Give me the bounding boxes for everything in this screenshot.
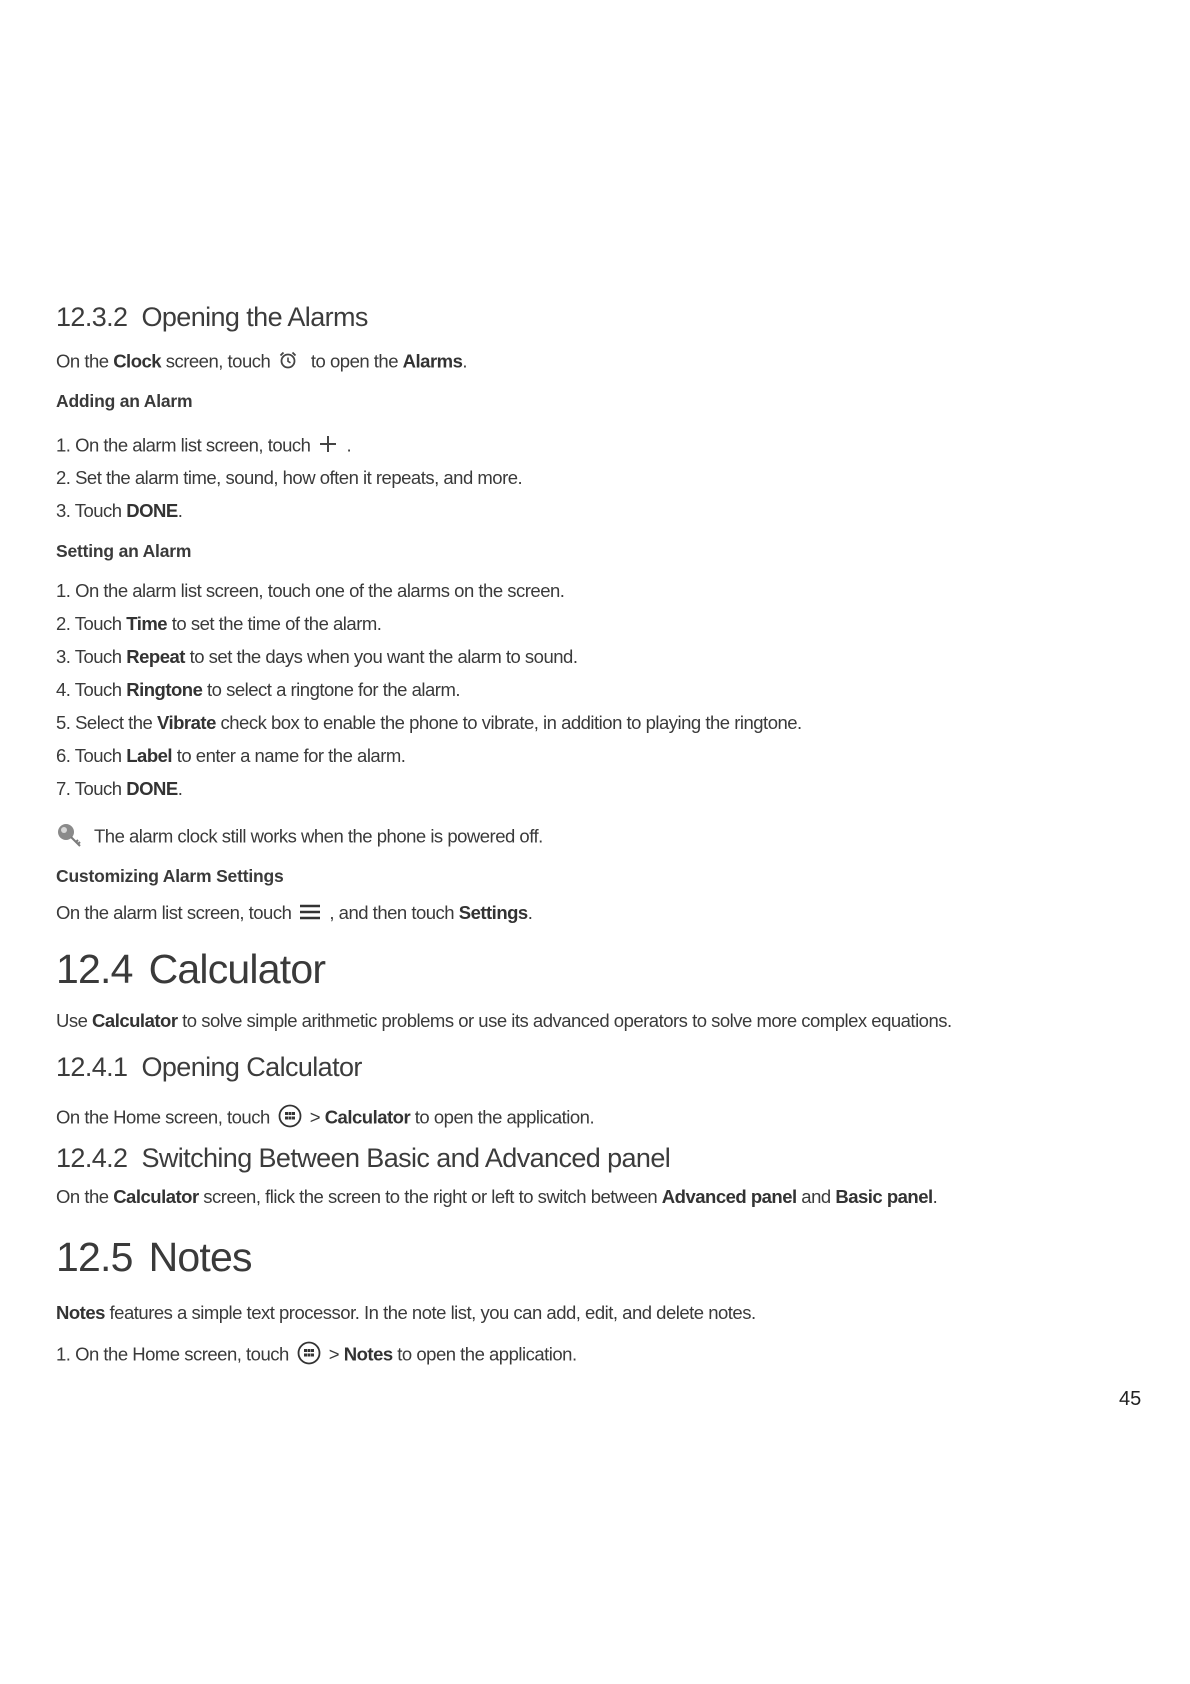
- adding-step-2: 2. Set the alarm time, sound, how often it repeats, and more.: [56, 467, 523, 488]
- setting-step-7: 7. Touch DONE.: [56, 778, 183, 799]
- setting-step-5: 5. Select the Vibrate check box to enable the phone to vibrate, in addition to playing the ringtone.: [56, 712, 802, 733]
- customizing-paragraph: On the alarm list screen, touch , and then touch Settings.: [56, 902, 532, 926]
- switch-panel-paragraph: On the Calculator screen, flick the screen to the right or left to switch between Advanced panel and Basic panel.: [56, 1186, 938, 1207]
- customizing-subheading: Customizing Alarm Settings: [56, 866, 284, 886]
- tip-key-icon: [56, 822, 84, 853]
- setting-step-3: 3. Touch Repeat to set the days when you want the alarm to sound.: [56, 646, 578, 667]
- calculator-intro: Use Calculator to solve simple arithmetic problems or use its advanced operators to solve more complex equations.: [56, 1010, 952, 1031]
- setting-alarm-subheading: Setting an Alarm: [56, 541, 192, 561]
- tip-note: The alarm clock still works when the phone is powered off.: [56, 822, 543, 853]
- notes-intro: Notes features a simple text processor. In the note list, you can add, edit, and delete notes.: [56, 1302, 756, 1323]
- adding-step-1: 1. On the alarm list screen, touch .: [56, 434, 351, 459]
- setting-step-6: 6. Touch Label to enter a name for the alarm.: [56, 745, 406, 766]
- page-number: 45: [1119, 1388, 1142, 1410]
- notes-step-1: 1. On the Home screen, touch > Notes to open the application.: [56, 1341, 577, 1370]
- apps-icon: [297, 1341, 321, 1370]
- open-alarms-paragraph: On the Clock screen, touch to open the Alarms.: [56, 350, 467, 375]
- section-12-3-2-heading: 12.3.2 Opening the Alarms: [56, 302, 368, 332]
- section-12-4-heading: 12.4 Calculator: [56, 946, 326, 992]
- section-12-4-1-heading: 12.4.1 Opening Calculator: [56, 1052, 362, 1082]
- adding-alarm-subheading: Adding an Alarm: [56, 391, 193, 411]
- section-12-4-2-heading: 12.4.2 Switching Between Basic and Advanced panel: [56, 1143, 671, 1173]
- menu-icon: [299, 903, 321, 926]
- setting-step-4: 4. Touch Ringtone to select a ringtone for the alarm.: [56, 679, 460, 700]
- section-12-5-heading: 12.5 Notes: [56, 1234, 252, 1280]
- alarm-clock-icon: [278, 350, 298, 375]
- open-calculator-paragraph: On the Home screen, touch > Calculator to open the application.: [56, 1104, 594, 1133]
- adding-step-3: 3. Touch DONE.: [56, 500, 183, 521]
- setting-step-1: 1. On the alarm list screen, touch one of the alarms on the screen.: [56, 580, 565, 601]
- setting-step-2: 2. Touch Time to set the time of the alarm.: [56, 613, 382, 634]
- plus-icon: [318, 434, 338, 459]
- apps-icon: [278, 1104, 302, 1133]
